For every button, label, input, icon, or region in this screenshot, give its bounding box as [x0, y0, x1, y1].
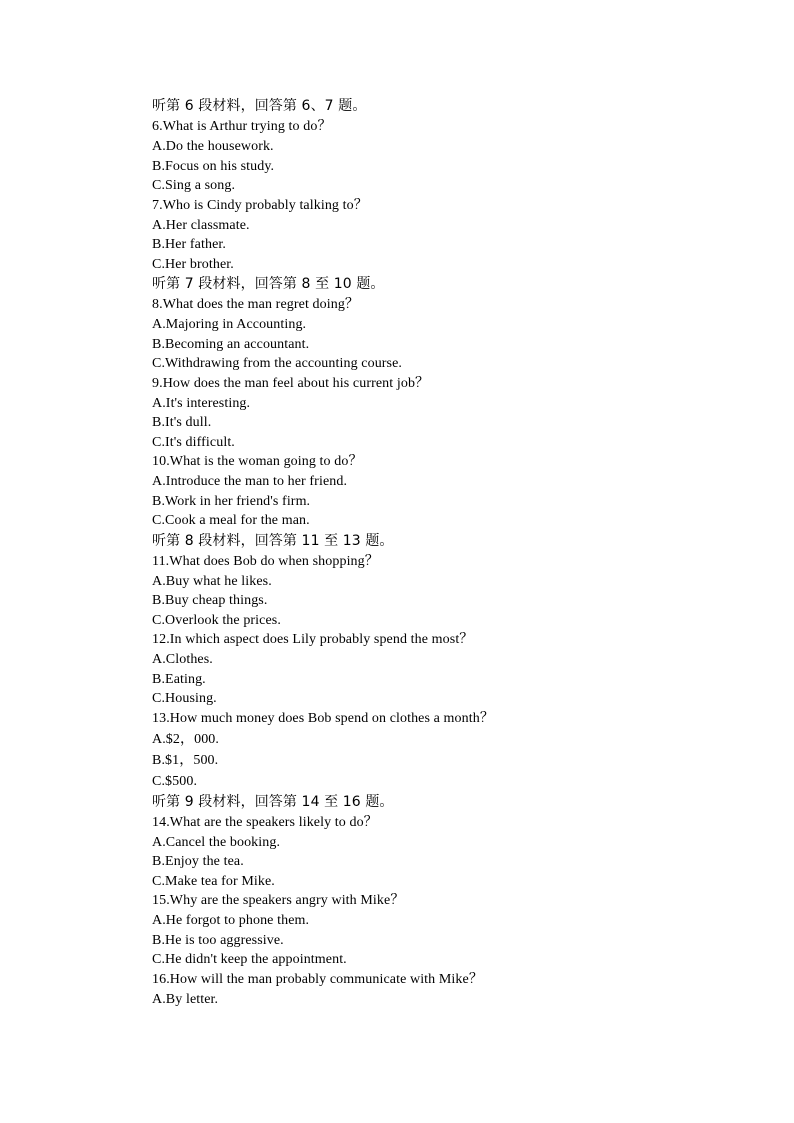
question-text: 9.How does the man feel about his current job？	[152, 375, 430, 391]
question-text: 8.What does the man regret doing？	[152, 297, 360, 312]
answer-option: B.$1，500.	[152, 752, 219, 768]
answer-option: C.Her brother.	[152, 256, 234, 272]
answer-option: A.Cancel the booking.	[152, 834, 281, 850]
answer-option: B.Buy cheap things.	[152, 593, 268, 608]
exam-page	[152, 96, 752, 1009]
question-text: 14.What are the speakers likely to do？	[152, 814, 378, 830]
answer-option: A.It's interesting.	[152, 395, 251, 411]
answer-option: B.Focus on his study.	[152, 158, 275, 174]
answer-option: A.Clothes.	[152, 652, 213, 667]
answer-option: C.Withdrawing from the accounting course.	[152, 356, 403, 371]
answer-option: B.Enjoy the tea.	[152, 854, 244, 869]
section-heading: 听第 6 段材料，回答第 6、7 题。	[152, 98, 367, 114]
answer-option: C.He didn't keep the appointment.	[152, 952, 347, 967]
answer-option: A.Majoring in Accounting.	[152, 317, 307, 332]
question-text: 6.What is Arthur trying to do？	[152, 119, 332, 134]
question-text: 13.How much money does Bob spend on clothes a month？	[152, 710, 494, 726]
answer-option: A.Buy what he likes.	[152, 573, 272, 589]
question-text: 11.What does Bob do when shopping？	[152, 553, 379, 569]
answer-option: A.Introduce the man to her friend.	[152, 474, 348, 489]
section-heading: 听第 9 段材料，回答第 14 至 16 题。	[152, 793, 394, 810]
answer-option: C.Sing a song.	[152, 178, 236, 193]
answer-option: A.Her classmate.	[152, 217, 250, 233]
answer-option: C.Overlook the prices.	[152, 612, 281, 628]
answer-option: B.Work in her friend's firm.	[152, 493, 311, 509]
answer-option: A.Do the housework.	[152, 139, 274, 154]
question-text: 12.In which aspect does Lily probably spend the most？	[152, 632, 474, 647]
answer-option: B.Eating.	[152, 671, 206, 687]
question-text: 15.Why are the speakers angry with Mike？	[152, 893, 405, 908]
answer-option: C.Cook a meal for the man.	[152, 513, 310, 528]
answer-option: B.He is too aggressive.	[152, 932, 284, 948]
section-heading: 听第 8 段材料，回答第 11 至 13 题。	[152, 532, 394, 549]
answer-option: C.$500.	[152, 773, 198, 789]
question-text: 7.Who is Cindy probably talking to？	[152, 197, 368, 213]
answer-option: A.By letter.	[152, 991, 219, 1007]
question-text: 16.How will the man probably communicate with Mike？	[152, 971, 483, 987]
answer-option: B.Becoming an accountant.	[152, 336, 310, 352]
answer-option: A.He forgot to phone them.	[152, 913, 310, 928]
section-heading: 听第 7 段材料，回答第 8 至 10 题。	[152, 276, 385, 292]
answer-option: B.It's dull.	[152, 415, 212, 430]
question-text: 10.What is the woman going to do？	[152, 454, 363, 469]
answer-option: C.Housing.	[152, 691, 217, 706]
answer-option: C.It's difficult.	[152, 434, 235, 450]
answer-option: C.Make tea for Mike.	[152, 873, 275, 889]
answer-option: A.$2，000.	[152, 731, 220, 747]
answer-option: B.Her father.	[152, 237, 226, 252]
